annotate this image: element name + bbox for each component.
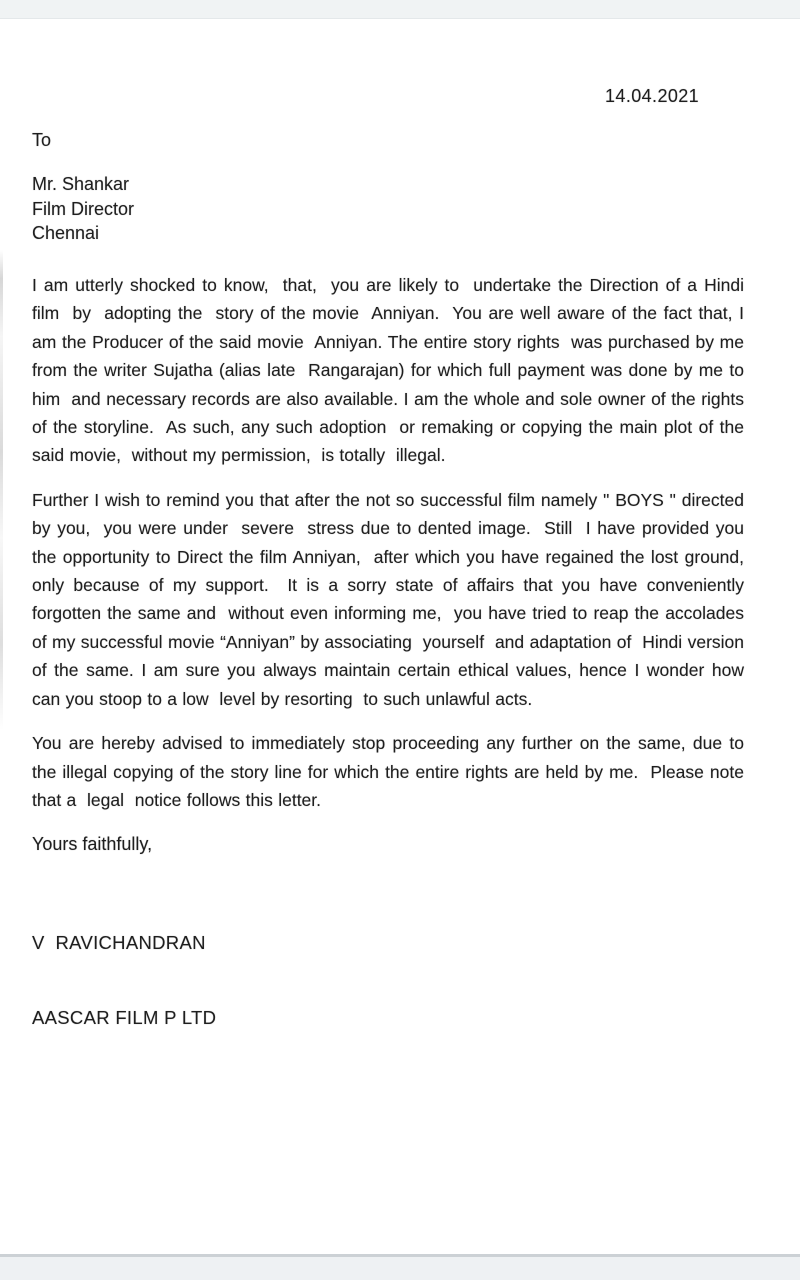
letter-date: 14.04.2021 — [605, 86, 700, 106]
paragraph-3: You are hereby advised to immediately stop proceeding any further on the same, due to the illegal copying of the story line for which the entire rights are held by me. Please note that a legal notice follows this letter. — [32, 733, 750, 810]
recipient-name: Mr. Shankar — [32, 174, 130, 194]
letter-body — [32, 271, 755, 1080]
paragraph-2: Further I wish to remind you that after the not so successful film namely " BOYS " directed by you, you were under severe stress due to dented image. Still I have provided you the opportunity to Direct the film Anniyan, after which you have regained the lost ground, only because of my support. It is a sorry state of affairs that you have conveniently forgotten the same and without even informing me, you have tried to reap the accolades of my successful movie “Anniyan” by associating yourself and adaptation of Hindi version of the same. I am sure you always maintain certain ethical values, hence I wonder how can you stoop to a low level by resorting to such unlawful acts. — [32, 489, 755, 709]
signatory-name: V RAVICHANDRAN — [32, 931, 206, 953]
letter-page — [0, 20, 800, 1254]
recipient-title: Film Director — [32, 198, 134, 219]
closing-line: Yours faithfully, — [32, 834, 153, 855]
top-margin-strip — [0, 0, 800, 19]
bottom-margin-strip — [0, 1254, 800, 1280]
signature-block — [32, 880, 744, 1080]
signatory-company: AASCAR FILM P LTD — [32, 1006, 217, 1028]
salutation-to: To — [32, 130, 52, 150]
recipient-city: Chennai — [32, 223, 100, 243]
recipient-block — [32, 172, 134, 246]
paragraph-1: I am utterly shocked to know, that, you are likely to undertake the Direction of a Hindi film by adopting the story of the movie Anniyan. You are well aware of the fact that, I am the Producer of the said movie Anniyan. The entire story rights was purchased by me from the writer Sujatha (alias late Rangarajan) for which full payment was done by me to him and necessary records are also available. I am the whole and sole owner of the rights of the storyline. As such, any such adoption or remaking or copying the main plot of the said movie, without my permission, is totally illegal. — [32, 275, 750, 466]
